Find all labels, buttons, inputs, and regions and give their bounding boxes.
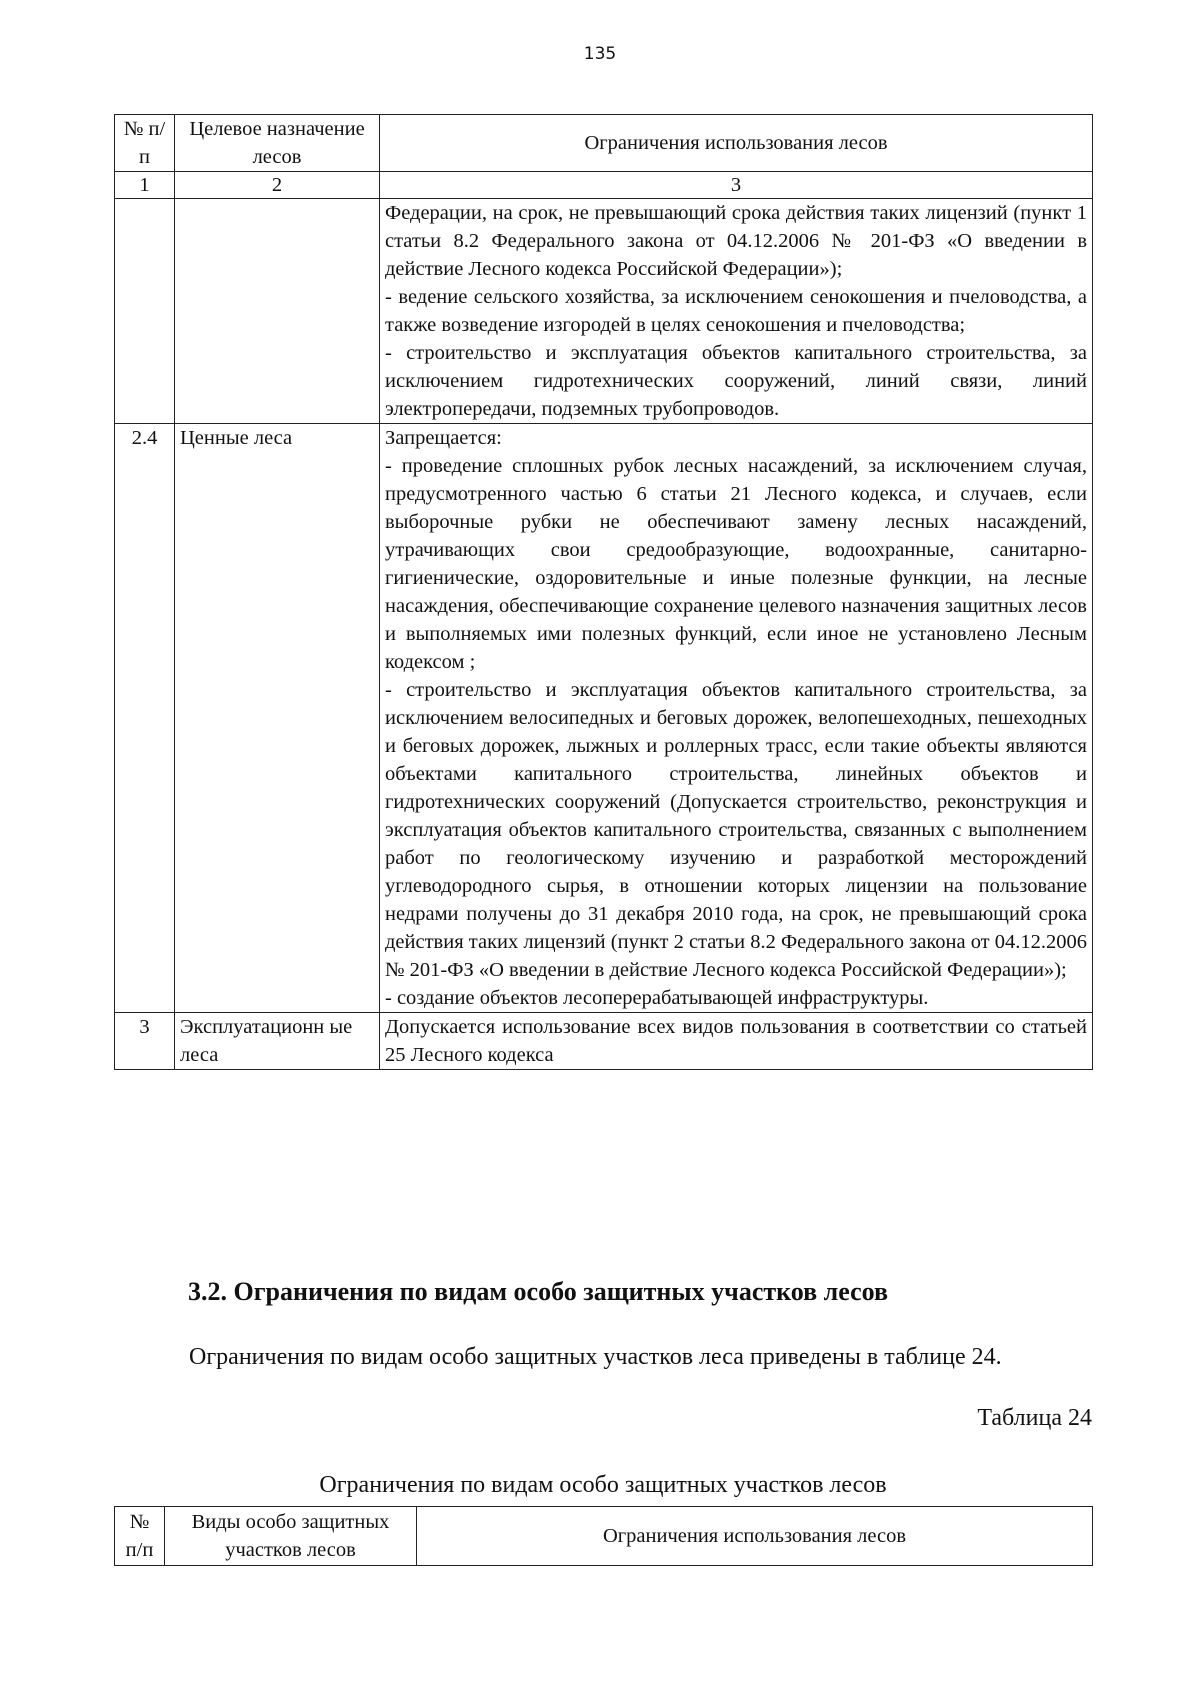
header-purpose: Целевое назначение лесов — [175, 115, 380, 172]
column-number: 3 — [380, 172, 1093, 199]
forest-restrictions-table — [114, 114, 1093, 1070]
row-num — [115, 199, 175, 424]
row-purpose: Ценные леса — [175, 424, 380, 1013]
protective-areas-table — [114, 1506, 1093, 1566]
restriction-paragraph: Федерации, на срок, не превышающий срока действия таких лицензий (пункт 1 статьи 8.2 Федерального закона от 04.12.2006 № 201-ФЗ «О введении в действие Лесного кодекса Российской Федерации»); — [385, 202, 1087, 280]
table-row — [115, 424, 1093, 1013]
column-number-row — [115, 172, 1093, 199]
column-number: 2 — [175, 172, 380, 199]
restriction-paragraph: Допускается использование всех видов пользования в соответствии со статьей 25 Лесного кодекса — [385, 1016, 1087, 1066]
column-number: 1 — [115, 172, 175, 199]
table-header-row — [115, 115, 1093, 172]
section-paragraph: Ограничения по видам особо защитных участков леса приведены в таблице 24. — [189, 1344, 1002, 1370]
restriction-paragraph: - ведение сельского хозяйства, за исключением сенокошения и пчеловодства, а также возведение изгородей в целях сенокошения и пчеловодства; — [385, 286, 1087, 336]
restriction-paragraph: - проведение сплошных рубок лесных насаждений, за исключением случая, предусмотренного частью 6 статьи 21 Лесного кодекса, и случаев, если выборочные рубки не обеспечивают замену лесных насаждений, утрачивающих свои средообразующие, водоохранные, санитарно-гигиенические, оздоровительные и иные полезные функции, на лесные насаждения, обеспечивающие сохранение целевого назначения защитных лесов и выполняемых ими полезных функций, если иное не установлено Лесным кодексом ; — [385, 455, 1087, 673]
table-row — [115, 1013, 1093, 1070]
row-restrictions — [380, 1013, 1093, 1070]
table-label: Таблица 24 — [977, 1405, 1092, 1431]
row-restrictions — [380, 199, 1093, 424]
row-num: 2.4 — [115, 424, 175, 1013]
page-number: 135 — [583, 44, 617, 64]
table-header-row — [115, 1507, 1093, 1566]
header-num: № п/п — [115, 1507, 165, 1566]
restriction-paragraph: - создание объектов лесоперерабатывающей инфраструктуры. — [385, 987, 929, 1009]
header-kinds: Виды особо защитных участков лесов — [165, 1507, 417, 1566]
header-num: № п/п — [115, 115, 175, 172]
restriction-paragraph: - строительство и эксплуатация объектов капитального строительства, за исключением велосипедных и беговых дорожек, велопешеходных, пешеходных и беговых дорожек, лыжных и роллерных трасс, если такие объекты являются объектами капитального строительства, линейных объектов и гидротехнических сооружений (Допускается строительство, реконструкция и эксплуатация объектов капитального строительства, связанных с выполнением работ по геологическому изучению и разработкой месторождений углеводородного сырья, в отношении которых лицензии на пользование недрами получены до 31 декабря 2010 года, на срок, не превышающий срока действия таких лицензий (пункт 2 статьи 8.2 Федерального закона от 04.12.2006 № 201-ФЗ «О введении в действие Лесного кодекса Российской Федерации»); — [385, 679, 1088, 981]
row-purpose — [175, 199, 380, 424]
header-restrictions: Ограничения использования лесов — [380, 115, 1093, 172]
row-purpose: Эксплуатационн ые леса — [175, 1013, 380, 1070]
restriction-paragraph: - строительство и эксплуатация объектов капитального строительства, за исключением гидротехнических сооружений, линий связи, линий электропередачи, подземных трубопроводов. — [385, 342, 1087, 420]
row-num: 3 — [115, 1013, 175, 1070]
section-heading: 3.2. Ограничения по видам особо защитных участков лесов — [188, 1277, 889, 1306]
table-row — [115, 199, 1093, 424]
restriction-paragraph: Запрещается: — [385, 427, 502, 449]
table-caption: Ограничения по видам особо защитных участков лесов — [319, 1472, 887, 1498]
row-restrictions — [380, 424, 1093, 1013]
header-restrictions: Ограничения использования лесов — [417, 1507, 1093, 1566]
